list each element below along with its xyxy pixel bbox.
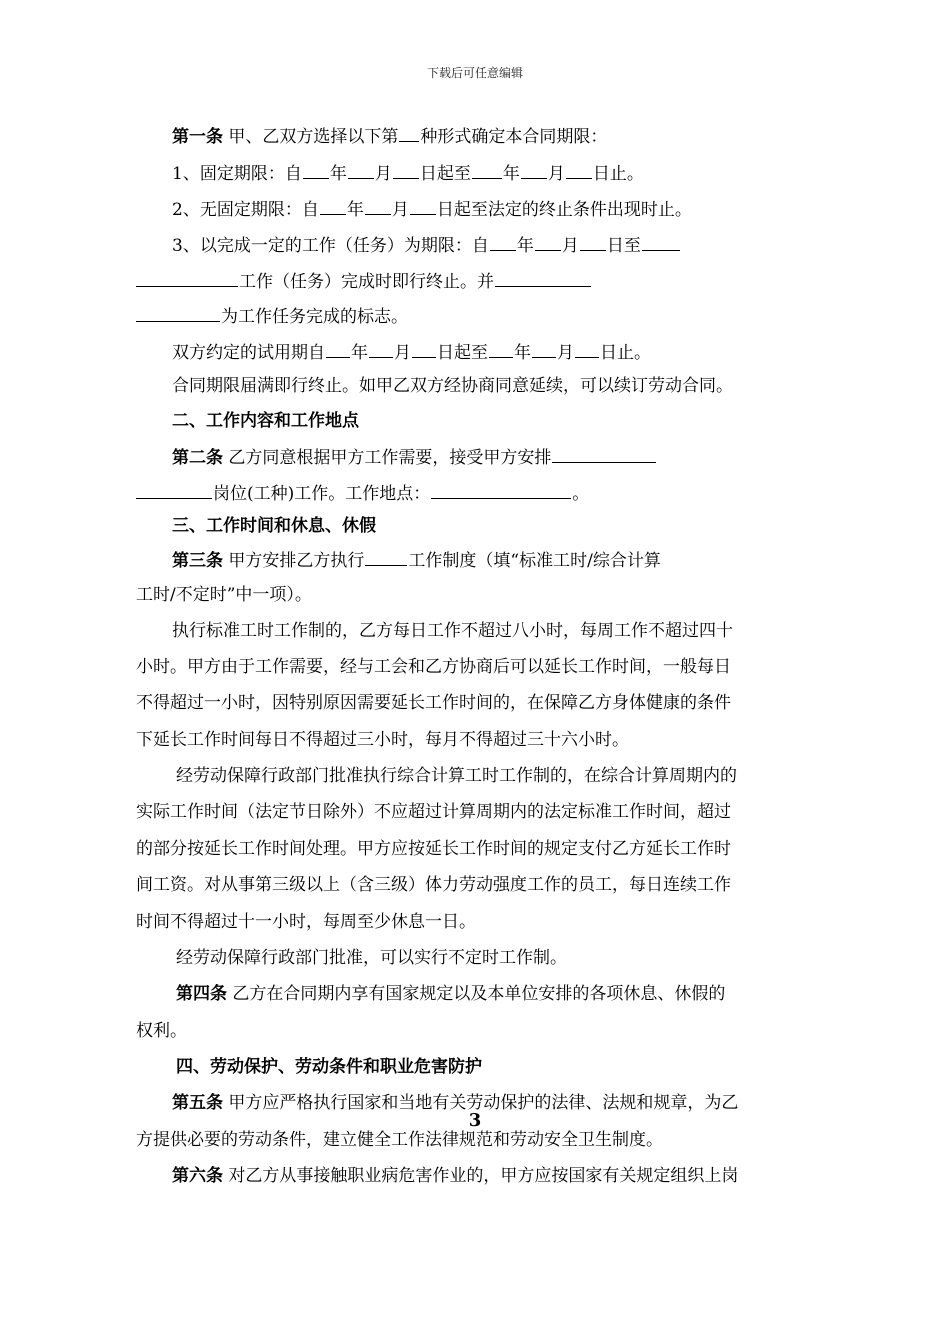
- blank-field: [642, 233, 680, 251]
- article-label: 第三条: [172, 551, 223, 571]
- text: 乙方同意根据甲方工作需要，接受甲方安排: [223, 448, 552, 468]
- blank-field: [431, 481, 571, 499]
- blank-field: [303, 161, 329, 179]
- probation-period: [172, 340, 651, 364]
- blank-field: [326, 340, 350, 358]
- blank-field: [575, 340, 599, 358]
- text: 年: [351, 343, 368, 363]
- article-label: 第二条: [172, 448, 223, 468]
- text: 日止。: [592, 164, 644, 184]
- text: 乙方在合同期内享有国家规定以及本单位安排的各项休息、休假的: [227, 984, 726, 1004]
- paragraph: 的部分按延长工作时间处理。甲方应按延长工作时间的规定支付乙方延长工作时: [136, 839, 731, 859]
- text: 年: [329, 164, 347, 184]
- paragraph: 方提供必要的劳动条件，建立健全工作法律规范和劳动安全卫生制度。: [136, 1130, 663, 1150]
- section-heading: 三、工作时间和休息、休假: [172, 516, 376, 536]
- text: 1、固定期限：自: [172, 164, 302, 184]
- article-1-heading: [172, 124, 607, 148]
- text: 对乙方从事接触职业病危害作业的，甲方应按国家有关规定组织上岗: [223, 1166, 739, 1186]
- blank-field: [535, 233, 561, 251]
- text: 年: [502, 164, 520, 184]
- blank-field: [136, 269, 238, 287]
- term-option-2: [172, 197, 692, 221]
- blank-field: [348, 161, 374, 179]
- blank-field: [532, 340, 556, 358]
- text: 月: [394, 343, 411, 363]
- text: 3、以完成一定的工作（任务）为期限：自: [172, 236, 489, 256]
- page-header: 下载后可任意编辑: [426, 66, 523, 80]
- text: 日止。: [600, 343, 651, 363]
- paragraph: 经劳动保障行政部门批准执行综合计算工时工作制的，在综合计算周期内的: [176, 766, 737, 786]
- text: 岗位(工种)工作。工作地点：: [213, 484, 431, 504]
- paragraph: 间工资。对从事第三级以上（含三级）体力劳动强度工作的员工，每日连续工作: [136, 875, 731, 895]
- blank-field: [472, 161, 502, 179]
- paragraph: 下延长工作时间每日不得超过三小时，每月不得超过三十六小时。: [136, 730, 629, 750]
- blank-field: [566, 161, 592, 179]
- text: 甲方安排乙方执行: [223, 551, 365, 571]
- article-3-heading: [172, 548, 661, 572]
- blank-field: [399, 124, 419, 142]
- blank-field: [552, 445, 656, 463]
- article-4-heading: [176, 983, 725, 1005]
- text: 甲、乙双方选择以下第: [223, 127, 399, 147]
- term-option-1: [172, 161, 644, 185]
- blank-field: [136, 304, 220, 322]
- paragraph: 权利。: [136, 1021, 187, 1041]
- section-heading: 四、劳动保护、劳动条件和职业危害防护: [176, 1057, 482, 1077]
- article-label: 第六条: [172, 1166, 223, 1186]
- paragraph: 小时。甲方由于工作需要，经与工会和乙方协商后可以延长工作时间，一般每日: [136, 657, 731, 677]
- text: 日起至: [419, 164, 471, 184]
- text: 。: [572, 484, 590, 504]
- blank-field: [580, 233, 606, 251]
- article-6-heading: [172, 1165, 738, 1187]
- text: 工作制度（填“标准工时/综合计算: [408, 551, 661, 571]
- blank-field: [365, 197, 391, 215]
- text: 月: [391, 200, 409, 220]
- text: 年: [516, 236, 534, 256]
- text: 工作（任务）完成时即行终止。并: [239, 272, 494, 292]
- blank-field: [412, 340, 436, 358]
- blank-field: [369, 340, 393, 358]
- term-option-3: [172, 233, 681, 257]
- text: 月: [561, 236, 579, 256]
- text: 月: [374, 164, 392, 184]
- term-option-3-cont: [136, 269, 592, 293]
- term-option-3-end: [136, 304, 408, 328]
- article-label: 第四条: [176, 984, 227, 1004]
- blank-field: [490, 233, 516, 251]
- text: 种形式确定本合同期限：: [420, 127, 608, 147]
- paragraph: 实际工作时间（法定节日除外）不应超过计算周期内的法定标准工作时间，超过: [136, 802, 731, 822]
- paragraph: 不得超过一小时，因特别原因需要延长工作时间的，在保障乙方身体健康的条件: [136, 693, 731, 713]
- text: 双方约定的试用期自: [172, 343, 325, 363]
- article-2-heading: [172, 445, 657, 469]
- paragraph: 工时/不定时”中一项）。: [136, 585, 312, 605]
- article-label: 第五条: [172, 1093, 223, 1113]
- blank-field: [393, 161, 419, 179]
- text: 日起至法定的终止条件出现时止。: [436, 200, 692, 220]
- text: 年: [346, 200, 364, 220]
- paragraph: 经劳动保障行政部门批准，可以实行不定时工作制。: [176, 948, 567, 968]
- article-label: 第一条: [172, 127, 223, 147]
- blank-field: [495, 269, 591, 287]
- text: 甲方应严格执行国家和当地有关劳动保护的法律、法规和规章，为乙: [223, 1093, 739, 1113]
- paragraph: 时间不得超过十一小时，每周至少休息一日。: [136, 912, 476, 932]
- blank-field: [410, 197, 436, 215]
- blank-field: [521, 161, 547, 179]
- page-number: 3: [468, 1110, 482, 1131]
- blank-field: [320, 197, 346, 215]
- text: 2、无固定期限：自: [172, 200, 319, 220]
- text: 月: [557, 343, 574, 363]
- text: 月: [547, 164, 565, 184]
- blank-field: [136, 481, 212, 499]
- blank-field: [489, 340, 513, 358]
- paragraph: 执行标准工时工作制的，乙方每日工作不超过八小时，每周工作不超过四十: [172, 621, 733, 641]
- blank-field: [365, 548, 407, 566]
- paragraph: 合同期限届满即行终止。如甲乙双方经协商同意延续，可以续订劳动合同。: [172, 376, 733, 396]
- section-heading: 二、工作内容和工作地点: [172, 411, 359, 431]
- text: 日至: [606, 236, 641, 256]
- text: 年: [514, 343, 531, 363]
- text: 为工作任务完成的标志。: [221, 307, 408, 327]
- article-2-cont: [136, 481, 589, 505]
- text: 日起至: [437, 343, 488, 363]
